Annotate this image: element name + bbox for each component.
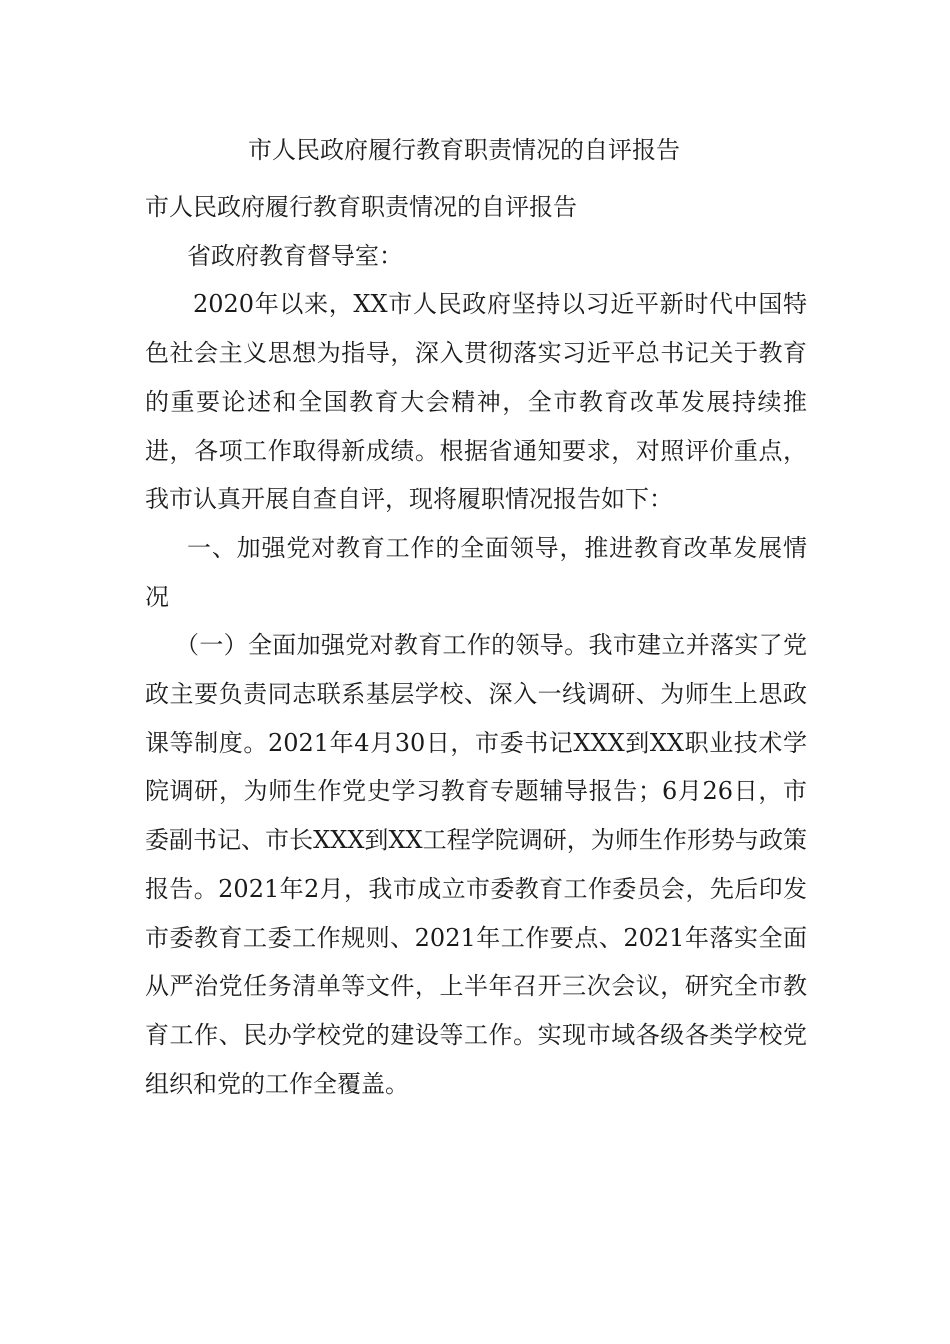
salutation: 省政府教育督导室： [187, 241, 403, 270]
paragraph-intro: 2020年以来，XX市人民政府坚持以习近平新时代中国特色社会主义思想为指导，深入贯彻落实习近平总书记关于教育的重要论述和全国教育大会精神，全市教育改革发展持续推进，各项工作取得新成绩。根据省通知要求，对照评价重点，我市认真开展自查自评，现将履职情况报告如下： [145, 290, 807, 514]
document-subtitle: 市人民政府履行教育职责情况的自评报告 [145, 193, 577, 221]
section-heading-1: 一、加强党对教育工作的全面领导，推进教育改革发展情况 [145, 533, 807, 611]
paragraph-section-1-1: （一）全面加强党对教育工作的领导。我市建立并落实了党政主要负责同志联系基层学校、深入一线调研、为师生上思政课等制度。2021年4月30日，市委书记XXX到XX职业技术学院调研，为师生作党史学习教育专题辅导报告；6月26日，市委副书记、市长XXX到XX工程学院调研，为师生作形势与政策报告。2021年2月，我市成立市委教育工作委员会，先后印发市委教育工委工作规则、2021年工作要点、2021年落实全面从严治党任务清单等文件，上半年召开三次会议，研究全市教育工作、民办学校党的建设等工作。实现市域各级各类学校党组织和党的工作全覆盖。 [145, 631, 807, 1098]
document-title: 市人民政府履行教育职责情况的自评报告 [248, 136, 680, 164]
document-body [145, 183, 807, 1108]
